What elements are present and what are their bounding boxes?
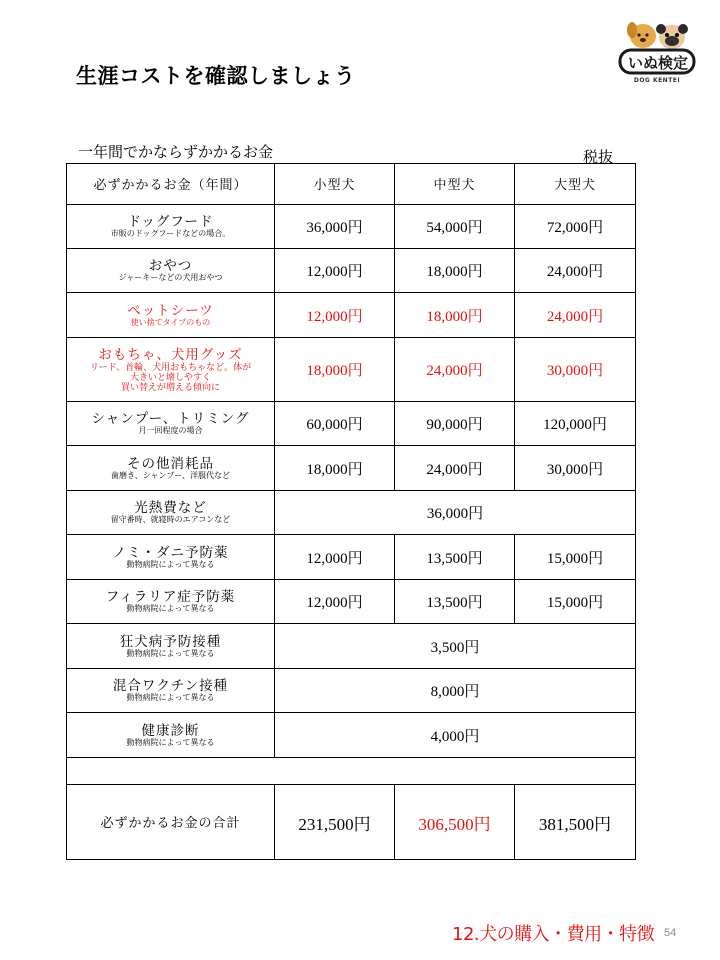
value-all-sizes: 8,000円 [275, 669, 636, 713]
value-medium: 24,000円 [395, 338, 515, 402]
value-medium: 13,500円 [395, 580, 515, 624]
table-row [67, 713, 636, 758]
table-row [67, 402, 636, 446]
header-label: 必ずかかるお金（年間） [67, 164, 275, 205]
value-small: 18,000円 [275, 338, 395, 402]
row-sublabel: 動物病院によって異なる [126, 648, 215, 658]
value-small: 60,000円 [275, 402, 395, 446]
logo-sub: DOG KENTEI [633, 77, 681, 84]
row-label-cell [67, 205, 275, 249]
row-label-cell [67, 624, 275, 669]
row-label: 健康診断 [141, 722, 200, 738]
value-small: 12,000円 [275, 293, 395, 338]
row-label: 狂犬病予防接種 [119, 633, 222, 649]
footer-section-title: 12.犬の購入・費用・特徴 [452, 924, 655, 945]
logo-brand: いぬ検定 [627, 54, 688, 72]
value-all-sizes: 4,000円 [275, 713, 636, 758]
table-row [67, 491, 636, 535]
value-medium: 13,500円 [395, 535, 515, 580]
row-label: ノミ・ダニ予防薬 [112, 544, 229, 560]
section-subtitle: 一年間でかならずかかるお金 [78, 143, 274, 161]
value-large: 72,000円 [515, 205, 636, 249]
value-medium: 24,000円 [395, 446, 515, 491]
row-sublabel: 買い替えが増える傾向に [120, 382, 220, 392]
row-label: シャンプー、トリミング [91, 411, 250, 426]
value-medium: 18,000円 [395, 293, 515, 338]
value-large: 24,000円 [515, 249, 636, 293]
row-label-cell [67, 338, 275, 402]
table-row [67, 535, 636, 580]
total-large: 381,500円 [515, 785, 636, 860]
table-row-highlight [67, 338, 636, 402]
row-label-cell [67, 669, 275, 713]
page-number: 54 [664, 927, 677, 939]
spacer-cell [67, 758, 636, 785]
table-row [67, 249, 636, 293]
value-small: 12,000円 [275, 249, 395, 293]
table-row [67, 580, 636, 624]
row-label: 混合ワクチン接種 [112, 678, 229, 693]
value-large: 30,000円 [515, 446, 636, 491]
row-label-cell [67, 580, 275, 624]
row-label-cell [67, 446, 275, 491]
value-medium: 18,000円 [395, 249, 515, 293]
row-label-cell [67, 249, 275, 293]
tax-note: 税抜 [583, 148, 614, 166]
row-sublabel: 動物病院によって異なる [126, 604, 215, 613]
value-all-sizes: 3,500円 [275, 624, 636, 669]
table-row [67, 669, 636, 713]
logo [618, 18, 696, 90]
value-medium: 54,000円 [395, 205, 515, 249]
row-label: その他消耗品 [127, 455, 214, 471]
total-small: 231,500円 [275, 785, 395, 860]
table-row [67, 205, 636, 249]
row-label-cell [67, 491, 275, 535]
row-sublabel: 歯磨き、シャンプー、洋服代など [111, 470, 230, 480]
header-small: 小型犬 [275, 164, 395, 205]
row-label-cell [67, 293, 275, 338]
value-large: 24,000円 [515, 293, 636, 338]
value-medium: 90,000円 [395, 402, 515, 446]
table-row-highlight [67, 293, 636, 338]
row-sublabel: ジャーキーなどの犬用おやつ [118, 273, 223, 282]
row-sublabel: 市販のドッグフードなどの場合。 [110, 229, 231, 238]
row-sublabel: 動物病院によって異なる [126, 559, 215, 569]
row-sublabel: 使い捨てタイプのもの [130, 317, 211, 327]
row-label-cell [67, 402, 275, 446]
value-small: 36,000円 [275, 205, 395, 249]
row-sublabel: 動物病院によって異なる [126, 737, 215, 747]
table-row [67, 446, 636, 491]
table-header-row [67, 164, 636, 205]
value-large: 15,000円 [515, 580, 636, 624]
value-large: 120,000円 [515, 402, 636, 446]
page-title: 生涯コストを確認しましょう [76, 64, 356, 88]
table-total-row [67, 785, 636, 860]
row-sublabel: 大きいと壊しやすく [129, 372, 211, 382]
total-label: 必ずかかるお金の合計 [67, 785, 275, 860]
row-label: おやつ [148, 258, 193, 273]
row-label: 光熱費など [134, 500, 207, 515]
cost-table [66, 163, 636, 860]
row-sublabel: 留守番時、就寝時のエアコンなど [110, 515, 231, 524]
table-row [67, 624, 636, 669]
row-sublabel: リード、首輪、犬用おもちゃなど。体が [89, 362, 252, 372]
row-label: ドッグフード [127, 214, 214, 229]
value-large: 30,000円 [515, 338, 636, 402]
row-sublabel: 動物病院によって異なる [126, 693, 215, 702]
value-small: 12,000円 [275, 580, 395, 624]
value-small: 12,000円 [275, 535, 395, 580]
row-label: フィラリア症予防薬 [105, 589, 236, 604]
row-label: おもちゃ、犬用グッズ [98, 347, 243, 362]
value-large: 15,000円 [515, 535, 636, 580]
header-medium: 中型犬 [395, 164, 515, 205]
total-medium: 306,500円 [395, 785, 515, 860]
row-label-cell [67, 535, 275, 580]
header-large: 大型犬 [515, 164, 636, 205]
value-all-sizes: 36,000円 [275, 491, 636, 535]
table-spacer-row [67, 758, 636, 785]
row-label-cell [67, 713, 275, 758]
row-label: ペットシーツ [127, 302, 214, 318]
value-small: 18,000円 [275, 446, 395, 491]
row-sublabel: 月一回程度の場合 [138, 426, 203, 435]
